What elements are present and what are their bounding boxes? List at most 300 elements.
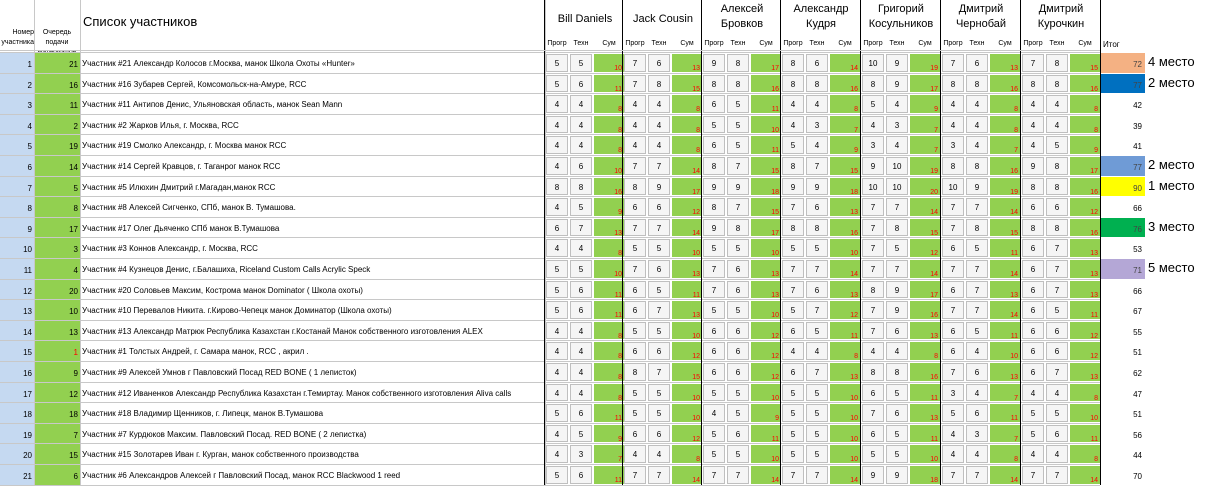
score-sub-header: Техн (809, 40, 825, 47)
score-technique: 7 (1046, 466, 1068, 484)
score-sum: 14 (910, 260, 940, 278)
score-technique: 6 (648, 342, 670, 360)
score-technique: 6 (1046, 198, 1068, 216)
score-sum: 8 (594, 322, 624, 340)
score-sum: 11 (751, 136, 781, 154)
score-technique: 8 (886, 363, 908, 381)
score-sum: 13 (672, 301, 702, 319)
score-technique: 5 (570, 54, 592, 72)
score-technique: 6 (570, 404, 592, 422)
score-program: 5 (862, 95, 884, 113)
participant-number: 1 (0, 52, 34, 73)
score-program: 5 (942, 404, 964, 422)
score-program: 4 (862, 342, 884, 360)
score-sum: 7 (990, 136, 1020, 154)
score-program: 8 (624, 178, 646, 196)
score-technique: 7 (648, 157, 670, 175)
score-sum: 13 (594, 219, 624, 237)
score-program: 6 (1022, 281, 1044, 299)
score-technique: 5 (727, 239, 749, 257)
score-program: 8 (942, 157, 964, 175)
score-program: 8 (1022, 75, 1044, 93)
score-technique: 7 (806, 260, 828, 278)
score-sum: 10 (751, 445, 781, 463)
score-program: 5 (624, 322, 646, 340)
score-technique: 9 (886, 75, 908, 93)
score-technique: 9 (806, 178, 828, 196)
score-technique: 4 (1046, 384, 1068, 402)
score-sum: 16 (594, 178, 624, 196)
score-program: 4 (546, 342, 568, 360)
queue-number: 9 (34, 361, 80, 382)
participant-name[interactable]: Участник #2 Жарков Илья, г. Москва, RCC (82, 120, 239, 130)
score-program: 6 (1022, 239, 1044, 257)
judge-divider (1020, 0, 1021, 485)
score-program: 7 (862, 404, 884, 422)
total-score: 42 (1101, 94, 1145, 114)
judge-divider (622, 0, 623, 485)
score-technique: 7 (648, 363, 670, 381)
participant-name[interactable]: Участник #17 Олег Дьяченко СПб манок В.Тумашова (82, 223, 280, 233)
queue-number: 16 (34, 73, 80, 94)
score-sum: 8 (1070, 116, 1100, 134)
score-program: 6 (624, 198, 646, 216)
score-technique: 7 (648, 301, 670, 319)
score-sum: 12 (672, 425, 702, 443)
score-program: 4 (782, 116, 804, 134)
score-technique: 5 (806, 322, 828, 340)
queue-number: 5 (34, 176, 80, 197)
row-divider (0, 93, 1100, 94)
score-sum: 11 (830, 322, 860, 340)
score-sub-header: Техн (889, 40, 905, 47)
score-program: 4 (1022, 445, 1044, 463)
participant-name[interactable]: Участник #8 Алексей Сигченко, СПб, манок В. Тумашова. (82, 203, 296, 213)
score-program: 5 (546, 404, 568, 422)
score-program: 5 (862, 445, 884, 463)
score-sum: 12 (751, 363, 781, 381)
score-technique: 5 (1046, 404, 1068, 422)
score-program: 8 (862, 363, 884, 381)
place-label: 5 место (1148, 260, 1195, 275)
queue-number: 17 (34, 217, 80, 238)
participant-number: 16 (0, 361, 34, 382)
queue-number: 7 (34, 423, 80, 444)
score-sum: 10 (594, 157, 624, 175)
score-sum: 15 (751, 198, 781, 216)
score-sum: 8 (910, 342, 940, 360)
score-sub-header: Прогр (943, 40, 963, 47)
participant-number: 13 (0, 299, 34, 320)
score-technique: 6 (727, 322, 749, 340)
score-technique: 9 (648, 178, 670, 196)
participant-name[interactable]: Участник #13 Александр Матрюк Республика Казахстан г.Костанай Манок собственного изготовления ALEX (82, 326, 483, 336)
total-score: 47 (1101, 383, 1145, 403)
score-sum: 12 (1070, 342, 1100, 360)
score-program: 5 (782, 404, 804, 422)
judge-name: Дмитрий Чернобай (955, 3, 1007, 30)
score-sum: 12 (672, 198, 702, 216)
score-technique: 7 (1046, 363, 1068, 381)
score-technique: 5 (806, 384, 828, 402)
score-sum: 11 (594, 404, 624, 422)
row-divider (0, 361, 1100, 362)
score-program: 6 (1022, 260, 1044, 278)
score-technique: 6 (1046, 425, 1068, 443)
score-sum: 8 (594, 95, 624, 113)
participant-name[interactable]: Участник #1 Толстых Андрей, г. Самара манок, RCC , акрил . (82, 347, 309, 357)
score-program: 4 (546, 116, 568, 134)
score-program: 4 (546, 363, 568, 381)
score-sum: 9 (830, 136, 860, 154)
queue-number: 18 (34, 402, 80, 423)
score-technique: 7 (886, 198, 908, 216)
score-program: 4 (546, 425, 568, 443)
participant-name[interactable]: Участник #4 Кузнецов Денис, г.Балашиха, Riceland Custom Calls Acrylic Speck (82, 265, 371, 274)
score-technique: 7 (806, 466, 828, 484)
score-sum: 16 (990, 157, 1020, 175)
score-sum: 14 (990, 198, 1020, 216)
score-sum: 11 (751, 95, 781, 113)
score-sum: 10 (672, 404, 702, 422)
score-technique: 7 (570, 219, 592, 237)
score-sum: 14 (990, 260, 1020, 278)
score-sum: 13 (1070, 239, 1100, 257)
score-sum: 12 (751, 342, 781, 360)
score-sum: 10 (594, 54, 624, 72)
participant-name[interactable]: Участник #16 Зубарев Сергей, Комсомольск-на-Амуре, RCC (82, 79, 307, 89)
score-sum: 11 (990, 322, 1020, 340)
row-divider (0, 217, 1100, 218)
score-technique: 8 (648, 75, 670, 93)
score-program: 7 (862, 260, 884, 278)
row-divider (0, 196, 1100, 197)
score-technique: 4 (806, 95, 828, 113)
score-sum: 10 (672, 384, 702, 402)
score-sum: 10 (672, 239, 702, 257)
score-sum: 16 (990, 75, 1020, 93)
score-sum: 18 (830, 178, 860, 196)
score-program: 5 (624, 239, 646, 257)
participant-name[interactable]: Участник #5 Илюхин Дмитрий г.Магадан,манок RCC (82, 182, 276, 192)
judge-divider (940, 0, 941, 485)
score-sum: 9 (910, 95, 940, 113)
score-sum: 16 (830, 75, 860, 93)
score-technique: 5 (1046, 136, 1068, 154)
score-program: 6 (703, 363, 725, 381)
judge-divider (701, 0, 702, 485)
score-technique: 5 (806, 445, 828, 463)
score-technique: 4 (966, 342, 988, 360)
score-program: 8 (782, 219, 804, 237)
score-program: 6 (1022, 363, 1044, 381)
score-technique: 8 (727, 75, 749, 93)
score-sub-header: Сум (680, 40, 694, 47)
score-sum: 10 (830, 445, 860, 463)
queue-number: 11 (34, 93, 80, 114)
score-program: 6 (624, 301, 646, 319)
score-program: 7 (942, 54, 964, 72)
score-technique: 8 (1046, 219, 1068, 237)
score-sum: 14 (672, 466, 702, 484)
score-technique: 6 (1046, 342, 1068, 360)
score-sum: 8 (1070, 445, 1100, 463)
score-sum: 7 (594, 445, 624, 463)
score-program: 5 (782, 136, 804, 154)
score-program: 4 (942, 116, 964, 134)
score-program: 8 (703, 75, 725, 93)
score-program: 5 (1022, 404, 1044, 422)
score-sum: 14 (830, 260, 860, 278)
participant-number: 10 (0, 237, 34, 258)
score-technique: 6 (966, 363, 988, 381)
total-score: 66 (1101, 280, 1145, 300)
row-divider (0, 423, 1100, 424)
total-score: 41 (1101, 135, 1145, 155)
score-sum: 17 (1070, 157, 1100, 175)
score-sub-header: Сум (759, 40, 773, 47)
score-technique: 4 (1046, 116, 1068, 134)
score-program: 5 (1022, 425, 1044, 443)
score-sum: 19 (990, 178, 1020, 196)
score-technique: 4 (570, 239, 592, 257)
row-divider (0, 73, 1100, 74)
score-technique: 8 (806, 75, 828, 93)
score-sub-header: Техн (730, 40, 746, 47)
score-sub-header: Прогр (547, 40, 567, 47)
score-program: 7 (942, 260, 964, 278)
score-program: 4 (546, 95, 568, 113)
queue-number: 8 (34, 196, 80, 217)
score-program: 4 (546, 384, 568, 402)
score-sum: 8 (594, 384, 624, 402)
queue-number: 13 (34, 320, 80, 341)
score-program: 4 (624, 95, 646, 113)
score-technique: 6 (727, 281, 749, 299)
queue-number: 20 (34, 279, 80, 300)
score-program: 7 (942, 198, 964, 216)
score-sum: 8 (672, 116, 702, 134)
score-technique: 10 (886, 178, 908, 196)
score-program: 8 (782, 157, 804, 175)
score-program: 4 (546, 322, 568, 340)
score-program: 6 (624, 281, 646, 299)
participant-name[interactable]: Участник #3 Коннов Александр, г. Москва, RCC (82, 244, 258, 254)
score-technique: 6 (886, 322, 908, 340)
score-program: 4 (782, 342, 804, 360)
total-score: 56 (1101, 424, 1145, 444)
score-program: 6 (862, 425, 884, 443)
total-score: 51 (1101, 341, 1145, 361)
score-sum: 19 (910, 157, 940, 175)
participant-name[interactable]: Участник #7 Курдюков Максим. Павловский Посад. RED BONE ( 2 лепистка) (82, 429, 367, 439)
participant-number: 20 (0, 443, 34, 464)
row-divider (0, 320, 1100, 321)
queue-number: 4 (34, 258, 80, 279)
participant-name[interactable]: Участник #21 Александр Колосов г.Москва, манок Школа Охоты «Hunter» (82, 59, 355, 68)
score-technique: 7 (806, 157, 828, 175)
score-technique: 5 (1046, 301, 1068, 319)
score-program: 6 (1022, 322, 1044, 340)
score-technique: 5 (727, 116, 749, 134)
score-technique: 6 (648, 425, 670, 443)
score-technique: 5 (648, 404, 670, 422)
participant-number: 8 (0, 196, 34, 217)
participant-name[interactable]: Участник #12 Иваненков Александр Республика Казахстан г.Темиртау. Манок собственного изготовления Aliva calls (82, 388, 512, 398)
score-program: 7 (624, 219, 646, 237)
score-technique: 6 (648, 198, 670, 216)
queue-number: 15 (34, 443, 80, 464)
score-program: 8 (1022, 178, 1044, 196)
participant-number: 9 (0, 217, 34, 238)
score-sum: 8 (830, 342, 860, 360)
score-program: 7 (624, 75, 646, 93)
score-technique: 6 (1046, 322, 1068, 340)
score-technique: 5 (570, 260, 592, 278)
row-divider (0, 176, 1100, 177)
score-technique: 8 (806, 219, 828, 237)
score-technique: 4 (648, 116, 670, 134)
total-score: 76 (1101, 218, 1145, 238)
score-sum: 8 (594, 116, 624, 134)
score-sub-header: Сум (602, 40, 616, 47)
participant-name[interactable]: Участник #11 Антипов Денис, Ульяновская область, манок Sean Mann (82, 100, 343, 110)
score-technique: 5 (966, 239, 988, 257)
row-divider (0, 279, 1100, 280)
score-technique: 10 (886, 157, 908, 175)
score-program: 5 (546, 54, 568, 72)
score-technique: 9 (886, 54, 908, 72)
row-divider (0, 155, 1100, 156)
score-technique: 7 (1046, 260, 1068, 278)
score-technique: 5 (886, 445, 908, 463)
score-program: 7 (782, 281, 804, 299)
score-technique: 4 (570, 116, 592, 134)
score-technique: 7 (966, 198, 988, 216)
score-program: 5 (546, 260, 568, 278)
participant-number: 18 (0, 402, 34, 423)
score-sum: 9 (1070, 136, 1100, 154)
participant-name[interactable]: Участник #19 Смолко Александр, г. Москва манок RCC (82, 141, 287, 151)
score-program: 10 (942, 178, 964, 196)
score-technique: 8 (570, 178, 592, 196)
participant-name[interactable]: Участник #15 Золотарев Иван г. Курган, манок собственного производства (82, 450, 359, 460)
score-program: 7 (942, 363, 964, 381)
score-program: 7 (703, 260, 725, 278)
score-program: 5 (703, 116, 725, 134)
score-technique: 7 (1046, 239, 1068, 257)
total-score: 66 (1101, 197, 1145, 217)
participant-name[interactable]: Участник #6 Александров Алексей г Павловский Посад, манок RCC Blackwood 1 reed (82, 471, 401, 480)
score-program: 6 (703, 322, 725, 340)
participant-name[interactable]: Участник #20 Соловьев Максим, Кострома манок Dominator ( Школа охоты) (82, 285, 363, 295)
score-program: 9 (1022, 157, 1044, 175)
total-score: 44 (1101, 444, 1145, 464)
col-divider (80, 0, 81, 485)
score-sum: 13 (910, 404, 940, 422)
score-technique: 6 (806, 54, 828, 72)
score-sum: 14 (751, 466, 781, 484)
score-technique: 4 (570, 363, 592, 381)
total-score: 67 (1101, 300, 1145, 320)
total-score: 71 (1101, 259, 1145, 279)
score-sum: 11 (594, 281, 624, 299)
score-sum: 13 (751, 260, 781, 278)
participant-name[interactable]: Участник #14 Сергей Кравцов, г. Таганрог манок RCC (82, 162, 281, 171)
score-technique: 6 (727, 342, 749, 360)
score-sum: 11 (594, 466, 624, 484)
score-technique: 7 (886, 260, 908, 278)
score-sum: 11 (910, 384, 940, 402)
score-program: 6 (942, 322, 964, 340)
participant-name[interactable]: Участник #10 Перевалов Никита. г.Кирово-Чепецк манок Доминатор (Школа охоты) (82, 306, 392, 316)
judge-name: Алексей Бровков (720, 3, 764, 30)
score-technique: 6 (727, 260, 749, 278)
score-program: 7 (862, 198, 884, 216)
score-sum: 16 (910, 301, 940, 319)
participant-number: 5 (0, 134, 34, 155)
score-technique: 4 (966, 445, 988, 463)
score-sum: 13 (830, 198, 860, 216)
score-program: 8 (546, 178, 568, 196)
score-technique: 6 (966, 404, 988, 422)
score-program: 5 (546, 301, 568, 319)
participant-name[interactable]: Участник #9 Алексей Умнов г Павловский Посад RED BONE ( 1 леписток) (82, 368, 357, 377)
participant-number: 11 (0, 258, 34, 279)
score-technique: 4 (570, 342, 592, 360)
score-program: 7 (782, 198, 804, 216)
score-sum: 20 (910, 178, 940, 196)
total-score: 70 (1101, 465, 1145, 485)
score-sum: 14 (990, 466, 1020, 484)
score-program: 4 (624, 445, 646, 463)
score-sum: 14 (672, 219, 702, 237)
score-sum: 8 (594, 363, 624, 381)
score-program: 5 (703, 301, 725, 319)
score-sum: 7 (910, 116, 940, 134)
score-sub-header: Прогр (1023, 40, 1043, 47)
score-technique: 4 (570, 322, 592, 340)
score-technique: 6 (648, 54, 670, 72)
score-technique: 3 (966, 425, 988, 443)
score-technique: 8 (1046, 178, 1068, 196)
score-sum: 10 (1070, 404, 1100, 422)
score-technique: 5 (727, 445, 749, 463)
score-program: 7 (782, 260, 804, 278)
score-technique: 4 (570, 95, 592, 113)
place-label: 3 место (1148, 218, 1195, 234)
score-sum: 11 (990, 239, 1020, 257)
score-technique: 8 (886, 219, 908, 237)
score-program: 5 (782, 301, 804, 319)
row-divider (0, 299, 1100, 300)
score-technique: 5 (648, 281, 670, 299)
score-program: 5 (546, 281, 568, 299)
score-technique: 4 (966, 136, 988, 154)
score-program: 7 (862, 301, 884, 319)
row-divider (0, 237, 1100, 238)
participant-name[interactable]: Участник #18 Владимир Щенников, г. Липецк, манок В.Тумашова (82, 409, 324, 419)
score-program: 5 (782, 445, 804, 463)
participant-number: 6 (0, 155, 34, 176)
row-divider (0, 52, 1100, 53)
score-sum: 11 (672, 281, 702, 299)
score-technique: 9 (727, 178, 749, 196)
score-program: 7 (624, 157, 646, 175)
score-sum: 11 (910, 425, 940, 443)
score-technique: 5 (727, 404, 749, 422)
score-program: 9 (703, 54, 725, 72)
